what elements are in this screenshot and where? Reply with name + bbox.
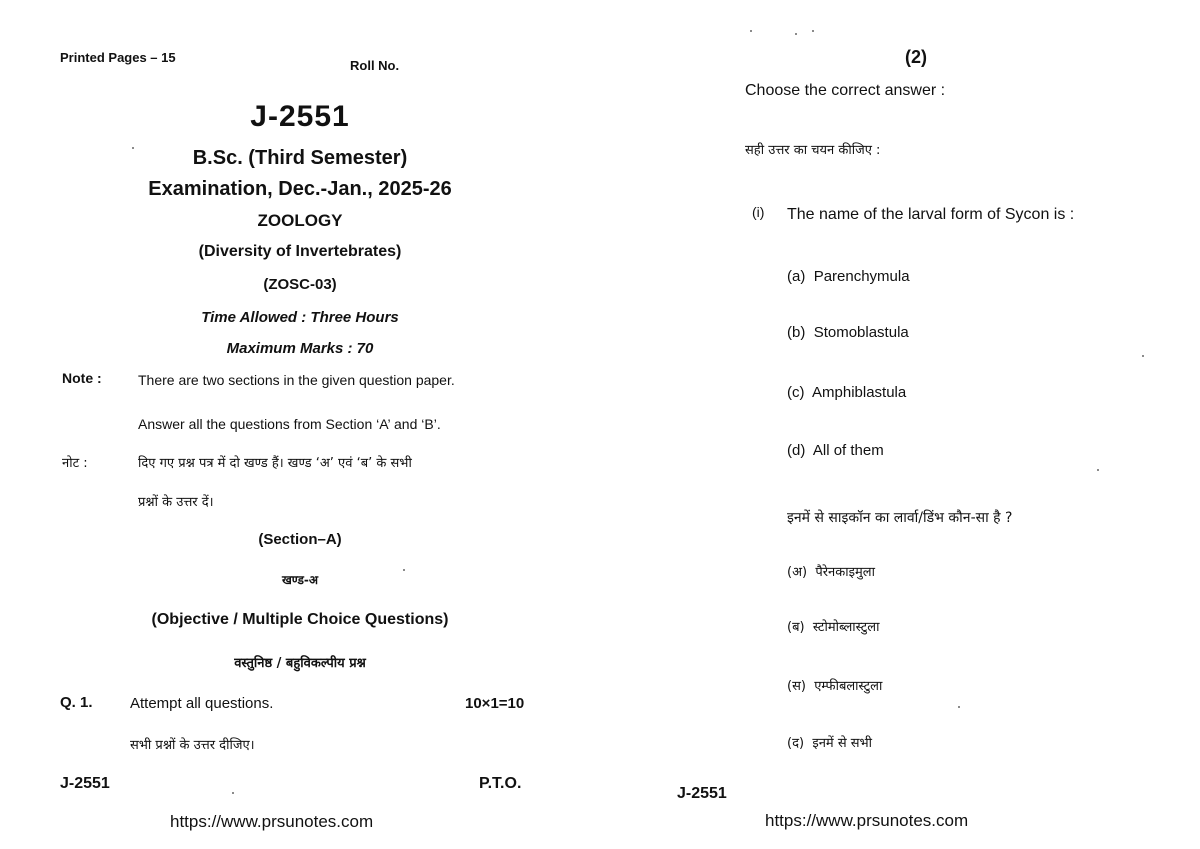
option-key: (b) <box>787 324 806 341</box>
scan-speck <box>750 30 752 32</box>
scan-speck <box>812 30 814 32</box>
option-text: All of them <box>812 442 884 459</box>
option-key: (अ) <box>787 565 808 580</box>
note-hindi-line-1: दिए गए प्रश्न पत्र में दो खण्ड हैं। खण्ड ‘अ’ एवं ‘ब’ के सभी <box>138 456 412 471</box>
note-label: Note : <box>62 370 102 386</box>
roll-no-label: Roll No. <box>350 58 400 73</box>
option-key: (a) <box>787 268 806 285</box>
option-text: Amphiblastula <box>812 384 907 401</box>
option-text: स्टोमोब्लास्टुला <box>812 620 880 635</box>
option-hindi-a <box>787 562 875 580</box>
option-key: (ब) <box>787 620 805 635</box>
instruction-hindi: सही उत्तर का चयन कीजिए : <box>745 143 881 158</box>
right-page <box>600 0 1200 849</box>
paper-title: (Diversity of Invertebrates) <box>198 243 402 260</box>
option-text: Stomoblastula <box>813 324 909 341</box>
option-text: पैरेनकाइमुला <box>815 565 875 580</box>
footer-paper-code: J-2551 <box>60 775 110 792</box>
paper-code-heading: J-2551 <box>250 100 350 133</box>
scan-speck <box>403 569 405 571</box>
option-c <box>787 384 906 401</box>
footer-pto: P.T.O. <box>479 775 522 792</box>
option-hindi-c <box>787 676 882 694</box>
instruction: Choose the correct answer : <box>745 82 946 99</box>
option-hindi-d <box>787 733 872 751</box>
section-heading-hindi: खण्ड-अ <box>281 573 319 587</box>
option-key: (स) <box>787 679 806 694</box>
note-line-2: Answer all the questions from Section ‘A’ and ‘B’. <box>138 416 441 432</box>
question-marks: 10×1=10 <box>465 695 525 712</box>
scan-speck <box>1097 469 1099 471</box>
question-text-hindi: सभी प्रश्नों के उत्तर दीजिए। <box>130 738 255 753</box>
option-b <box>787 324 909 341</box>
scan-speck <box>1142 355 1144 357</box>
scan-speck <box>232 792 234 794</box>
maximum-marks: Maximum Marks : 70 <box>226 340 374 357</box>
option-a <box>787 268 910 285</box>
note-line-1: There are two sections in the given question paper. <box>138 372 455 388</box>
page-number: (2) <box>905 47 927 67</box>
scan-speck <box>958 706 960 708</box>
time-allowed: Time Allowed : Three Hours <box>201 309 399 326</box>
footer-url[interactable]: https://www.prsunotes.com <box>765 811 969 830</box>
scan-speck <box>132 147 134 149</box>
option-key: (c) <box>787 384 805 401</box>
question-text: The name of the larval form of Sycon is : <box>787 206 1075 223</box>
option-text: एम्फीबलास्टुला <box>814 679 883 694</box>
printed-pages: Printed Pages – 15 <box>60 50 176 65</box>
note-hindi-line-2: प्रश्नों के उत्तर दें। <box>138 495 214 510</box>
scan-speck <box>795 33 797 35</box>
objective-heading: (Objective / Multiple Choice Questions) <box>151 611 449 628</box>
footer-paper-code: J-2551 <box>677 785 727 802</box>
note-hindi-label: नोट : <box>62 456 88 471</box>
objective-heading-hindi: वस्तुनिष्ठ / बहुविकल्पीय प्रश्न <box>234 656 366 671</box>
option-text: Parenchymula <box>813 268 910 285</box>
option-key: (द) <box>787 736 805 751</box>
question-label: Q. 1. <box>60 694 93 711</box>
paper-id: (ZOSC-03) <box>263 276 337 293</box>
section-heading: (Section–A) <box>258 531 342 548</box>
option-text: इनमें से सभी <box>812 736 873 751</box>
question-text: Attempt all questions. <box>130 695 274 712</box>
option-hindi-b <box>787 617 879 635</box>
exam-title: Examination, Dec.-Jan., 2025-26 <box>148 178 452 200</box>
question-number: (i) <box>752 204 765 220</box>
question-text-hindi: इनमें से साइकॉन का लार्वा/डिंभ कौन-सा है ? <box>787 510 1013 526</box>
subject-title: ZOOLOGY <box>257 211 343 230</box>
footer-url[interactable]: https://www.prsunotes.com <box>170 812 374 831</box>
option-d <box>787 442 884 459</box>
course-title: B.Sc. (Third Semester) <box>192 147 408 169</box>
option-key: (d) <box>787 442 806 459</box>
